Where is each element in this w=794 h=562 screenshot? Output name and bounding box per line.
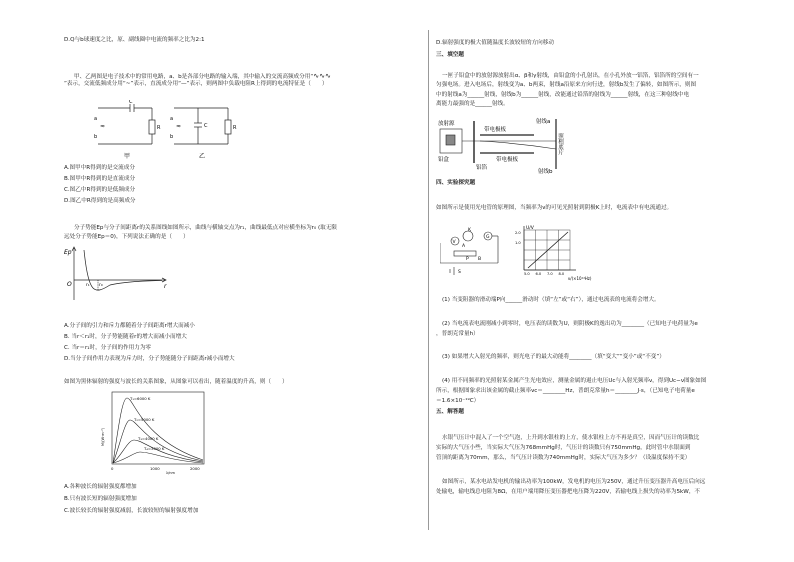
- coil-symbol: ∿∿∿: [313, 72, 331, 80]
- potential-option-a: A.分子间的引力和斥力都随着分子间距离r增大而减小: [64, 323, 195, 329]
- label-plate-top: 带电极板: [484, 127, 507, 133]
- circuit-jia: [98, 104, 155, 144]
- curve-t1-label: T₁=6000 K: [130, 396, 151, 401]
- photo-sub-4b: 所示，根据图象求出该金属的截止频率νc＝________Hz，普朗克常量h＝________J·s，（已知电子电荷量e: [436, 388, 695, 394]
- tick-x-5: 5.0: [524, 272, 530, 276]
- power-line-2: 处输电，输电线总电阻为8Ω，在用户端用降压变压器把电压降为220V，若输电线上损失的功率为5kW，不: [436, 489, 701, 495]
- label-film: 照相底片: [557, 133, 563, 155]
- section-answer-heading: 五、解答题: [436, 409, 464, 415]
- label-c-yi: C: [204, 123, 208, 129]
- pressure-line-3: 管顶的距离为70mm，那么，当气压计读数为740mmHg时，实际大气压为多少？（设温度保持不变）: [436, 455, 691, 461]
- curve-t2-label: T₂=5000 K: [134, 417, 155, 422]
- label-a-yi: a: [170, 116, 174, 122]
- filter-option-c: C.图乙中R得到的是低频成分: [64, 187, 136, 193]
- blackbody-option-c: C.波长较长的辐射强度减弱，长波较短的辐射强度增加: [64, 508, 199, 514]
- tick-2000: 2000: [190, 466, 200, 471]
- label-b-yi: b: [170, 134, 174, 140]
- blackbody-option-a: A.各种波长的辐射强度都增加: [64, 484, 137, 490]
- label-s: S: [458, 270, 461, 275]
- circuit-yi: [174, 108, 231, 144]
- option-d-blackbody: D.辐射强度的极大值随温度长波较短的方向移动: [436, 40, 554, 46]
- tick-x-8: 8.0: [558, 272, 565, 276]
- question-filter-text: 甲、乙两图是电子技术中的常用电路，a、b是各部分电路的输入端，其中输入的交流高频成分用“∿∿∿: [74, 72, 331, 80]
- origin-label: O: [67, 281, 72, 288]
- caption-jia: 甲: [124, 153, 131, 160]
- photo-sub-4: (4) 用不同频率的光照射某金属产生光电效应，测量金属的遏止电压Uc与入射光频率ν，得到Uc−ν图象如图: [442, 378, 707, 384]
- radiation-line-2: 匀强电场。进入电场后，射线变为a、b两束，射线a沿原来方向行进，射线b发生了偏转，如图所示，则图: [436, 82, 697, 88]
- label-v: V: [452, 240, 456, 245]
- caption-yi: 乙: [199, 153, 206, 160]
- label-bb: B: [478, 257, 482, 262]
- radiation-line-4: 离能力最强的是______射线。: [436, 101, 509, 107]
- label-foil: 铝箔: [476, 165, 488, 171]
- xaxis-label: λ/nm: [166, 471, 175, 475]
- question-blackbody-text: 如图为黑体辐射的强度与波长的关系图象，从图象可以看出，随着温度的升高，则（ ）: [64, 379, 288, 385]
- yaxis-label: M/(W·m⁻²): [101, 427, 105, 446]
- label-a: A: [462, 244, 466, 249]
- filter-circuit-diagrams: [94, 100, 240, 162]
- label-k: K: [468, 228, 471, 233]
- question-potential-text: 分子势能Ep与分子间距离r的关系图线如图所示，曲线与横轴交点为r₁，曲线最低点对应横坐标为r₀ (取无限: [74, 225, 337, 231]
- photo-sub-2b: ，普朗克常量h）: [436, 331, 479, 337]
- potential-option-c: C. 当r＝r₁时，分子间的作用力为零: [64, 345, 152, 351]
- power-line-1: 如图所示，某水电站发电机的输出功率为100kW，发电机的电压为250V，通过升压变压器升高电压后向远: [442, 479, 706, 485]
- label-ray-b: 射线b: [538, 169, 553, 175]
- photo-sub-2: (2) 当电流表电流刚减小到零时，电压表的读数为U，则阴极K的逸出功为________（已知电子电荷量为e: [442, 321, 698, 327]
- uc-nu-graph: [514, 224, 604, 282]
- blackbody-option-b: B.只有波长短的辐射强度增加: [64, 496, 137, 502]
- curve-t3-label: T₃=4000 K: [138, 436, 159, 441]
- label-r-yi: R: [233, 125, 237, 131]
- label-plate-bottom: 带电极板: [496, 157, 519, 163]
- question-filter-text-2: ”表示，交流低频成分用“~”表示，直流成分用“—”表示，则两图中负载电阻R上得到的电流特征是（ ）: [64, 81, 328, 87]
- photo-sub-1: (1) 当变阻器的滑动端P向______滑动时（填“左”或“右”），通过电流表的电流将会增大。: [442, 297, 660, 303]
- ac-wave-jia: ≈: [100, 123, 106, 130]
- label-lead-box: 铅盒: [438, 157, 450, 163]
- radiation-line-3: 中的射线a为______射线，射线b为______射线，改能通过铅箔的射线为______射线，在这三种射线中电: [436, 92, 690, 98]
- label-b-jia: b: [94, 134, 98, 140]
- blackbody-graph: [100, 390, 208, 475]
- tick-0: 0: [111, 466, 114, 471]
- photo-sub-4c: ＝1.6×10⁻¹⁹C）: [436, 398, 480, 404]
- radiation-diagram: [438, 113, 578, 175]
- ac-wave-yi: ≈: [176, 123, 182, 130]
- label-g: G: [486, 235, 490, 240]
- tick-y-1: 1.0: [515, 241, 521, 245]
- r0-label: r₀: [99, 283, 103, 288]
- curve-t4-label: T₄=3000 K: [144, 446, 165, 451]
- filter-option-b: B.图甲中R得到的是直流成分: [64, 176, 136, 182]
- section-fill-heading: 三、填空题: [436, 52, 464, 58]
- potential-energy-graph: [64, 246, 170, 302]
- axis-r-label: r: [164, 283, 167, 290]
- label-r-jia: R: [157, 125, 161, 131]
- photo-sub-3: (3) 如果增大入射光的频率，则光电子的最大动能将________（填“变大”“变小”或“不变”）: [442, 354, 665, 360]
- label-c-jia: C: [129, 100, 133, 105]
- potential-option-d: D.当分子间作用力表现为斥力时，分子势能随分子间距离r减小而增大: [64, 356, 235, 362]
- column-divider: [428, 30, 429, 530]
- tick-y-2: 2.0: [515, 231, 521, 235]
- filter-option-d: D.图乙中R得到的是高频成分: [64, 198, 136, 204]
- filter-option-a: A.图甲中R得到的是交流成分: [64, 165, 135, 171]
- pressure-line-1: 水银气压计中混入了一个空气泡，上升到水银柱的上方，使水银柱上方不再是真空，因而气压计的读数比: [442, 435, 700, 441]
- label-source: 放射源: [438, 121, 455, 127]
- tick-1000: 1000: [150, 466, 160, 471]
- graph-u-label: U/V: [526, 226, 534, 231]
- photo-question-text: 如图所示是使用光电管的原理图，当频率为ν的可见光照射到阴极K上时，电流表中有电流通过。: [436, 205, 673, 211]
- label-a-jia: a: [94, 116, 98, 122]
- graph-nu-label: ν/(×10¹⁴Hz): [568, 276, 592, 281]
- potential-option-b: B. 当r＜r₁时，分子势能随着r的增大而减小而增大: [64, 334, 187, 340]
- label-ray-a: 射线a: [536, 119, 551, 125]
- label-p: P: [466, 257, 469, 262]
- tick-x-6: 6.0: [535, 272, 542, 276]
- section-experiment-heading: 四、实验探究题: [436, 180, 476, 186]
- radiation-line-1: 一匣子铅盒中的放射源放射出α、β和γ射线，由铅盒的小孔射出，在小孔外放一铝箔，铝箔所的空间有一: [442, 73, 699, 79]
- pressure-line-2: 实际的大气压小些，当实际大气压为768mmHg时，气压计的读数只有750mmHg，此时管中水银面到: [436, 445, 691, 451]
- option-d-previous: D.Q与b球速度之比，原、副线圈中电流的频率之比为2:1: [64, 37, 205, 43]
- photoelectric-circuit: [440, 225, 510, 275]
- question-potential-text-2: 远处分子势能Ep＝0)，下列说法正确的是（ ）: [64, 234, 189, 240]
- tick-x-7: 7.0: [547, 272, 553, 276]
- axis-ep-label: Ep: [64, 249, 72, 256]
- r1-label: r₁: [86, 283, 90, 288]
